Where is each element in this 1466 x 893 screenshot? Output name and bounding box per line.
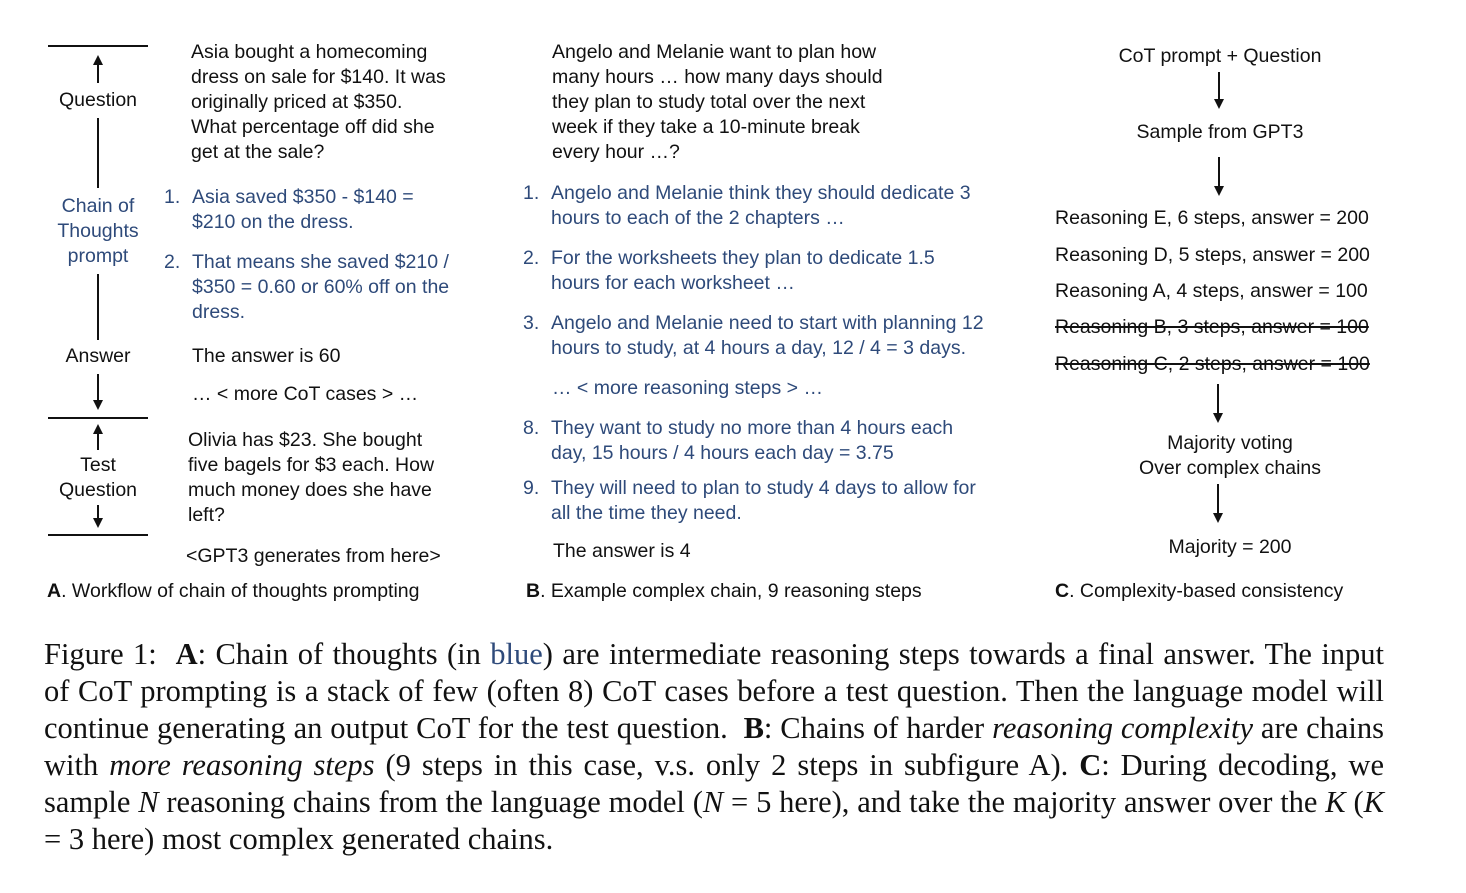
rail-line (97, 63, 99, 83)
input-label: CoT prompt + Question (1118, 45, 1322, 67)
voting-label: Majority voting Over complex chains (1138, 432, 1322, 479)
reasoning-step: 8. They want to study no more than 4 hours each day, 15 hours / 4 hours each day = 3.75 (523, 417, 954, 464)
chain-item-discarded: Reasoning B, 3 steps, answer = 100 (1055, 316, 1369, 338)
figure-label: Figure 1: (44, 637, 157, 671)
panel-b-title: B. Example complex chain, 9 reasoning steps (526, 580, 922, 602)
reasoning-step: 9. They will need to plan to study 4 days to allow for all the time they need. (523, 477, 976, 524)
arrow-down-icon (93, 518, 103, 528)
panel-a-title: A. Workflow of chain of thoughts prompting (47, 580, 420, 602)
divider-bottom (48, 534, 148, 536)
arrow-down-icon (1213, 513, 1223, 523)
flow-line (1218, 72, 1220, 100)
label-cot-prompt: Chain of Thoughts prompt (57, 195, 139, 267)
rail-line (97, 118, 99, 188)
label-test-question: Test Question (58, 454, 138, 501)
arrow-down-icon (93, 400, 103, 410)
chain-item: Reasoning E, 6 steps, answer = 200 (1055, 207, 1369, 229)
cot-step: 2. That means she saved $210 / $350 = 0.60 or 60% off on the dress. (164, 251, 450, 323)
complex-answer: The answer is 4 (553, 540, 691, 562)
majority-result: Majority = 200 (1168, 536, 1292, 558)
example-answer: The answer is 60 (192, 345, 341, 367)
reasoning-step: 1. Angelo and Melanie think they should dedicate 3 hours to each of the 2 chapters … (523, 182, 971, 229)
rail-line (97, 432, 99, 450)
figure-caption: Figure 1: A: Chain of thoughts (in blue) are intermediate reasoning steps towards a final answer. The input of CoT prompting is a stack of few (often 8) CoT cases before a test question. Then the language model will continue generating an output CoT for the test question. B: Chains of harder reasoning complexity are chains with more reasoning steps (9 steps in this case, v.s. only 2 steps in subfigure A). C: During decoding, we sample N reasoning chains from the language model (N = 5 here), and take the majority answer over the K (K = 3 here) most complex generated chains. (44, 637, 1385, 856)
divider-middle (48, 417, 148, 419)
chain-item: Reasoning D, 5 steps, answer = 200 (1055, 244, 1370, 266)
flow-line (1218, 157, 1220, 187)
test-question-text: Olivia has $23. She bought five bagels for $3 each. How much money does she have left? (188, 429, 435, 526)
reasoning-step: 2. For the worksheets they plan to dedicate 1.5 hours for each worksheet … (523, 247, 935, 294)
more-steps-note: … < more reasoning steps > … (552, 377, 823, 399)
arrow-down-icon (1214, 186, 1224, 196)
sample-label: Sample from GPT3 (1136, 121, 1304, 143)
more-cases-note: … < more CoT cases > … (192, 383, 419, 405)
complex-question: Angelo and Melanie want to plan how many hours … how many days should they plan to study total over the next week if they take a 10-minute break every hour …? (552, 41, 883, 163)
cot-step: 1. Asia saved $350 - $140 = $210 on the dress. (164, 186, 414, 233)
flow-line (1217, 384, 1219, 414)
blue-word: blue (490, 637, 543, 671)
example-question: Asia bought a homecoming dress on sale for $140. It was originally priced at $350. What percentage off did she get at the sale? (191, 41, 446, 163)
label-answer: Answer (65, 345, 131, 367)
arrow-down-icon (1214, 99, 1224, 109)
chain-item-discarded: Reasoning C, 2 steps, answer = 100 (1055, 353, 1370, 375)
arrow-down-icon (1213, 413, 1223, 423)
rail-line (97, 274, 99, 340)
panel-c-title: C. Complexity-based consistency (1055, 580, 1344, 602)
rail-line (97, 505, 99, 519)
rail-line (97, 374, 99, 400)
reasoning-step: 3. Angelo and Melanie need to start with planning 12 hours to study, at 4 hours a day, 12 / 4 = 3 days. (523, 312, 984, 359)
label-question: Question (58, 89, 138, 111)
chain-item: Reasoning A, 4 steps, answer = 100 (1055, 280, 1368, 302)
flow-line (1217, 484, 1219, 514)
generate-note: <GPT3 generates from here> (186, 545, 441, 567)
divider-top (48, 45, 148, 47)
